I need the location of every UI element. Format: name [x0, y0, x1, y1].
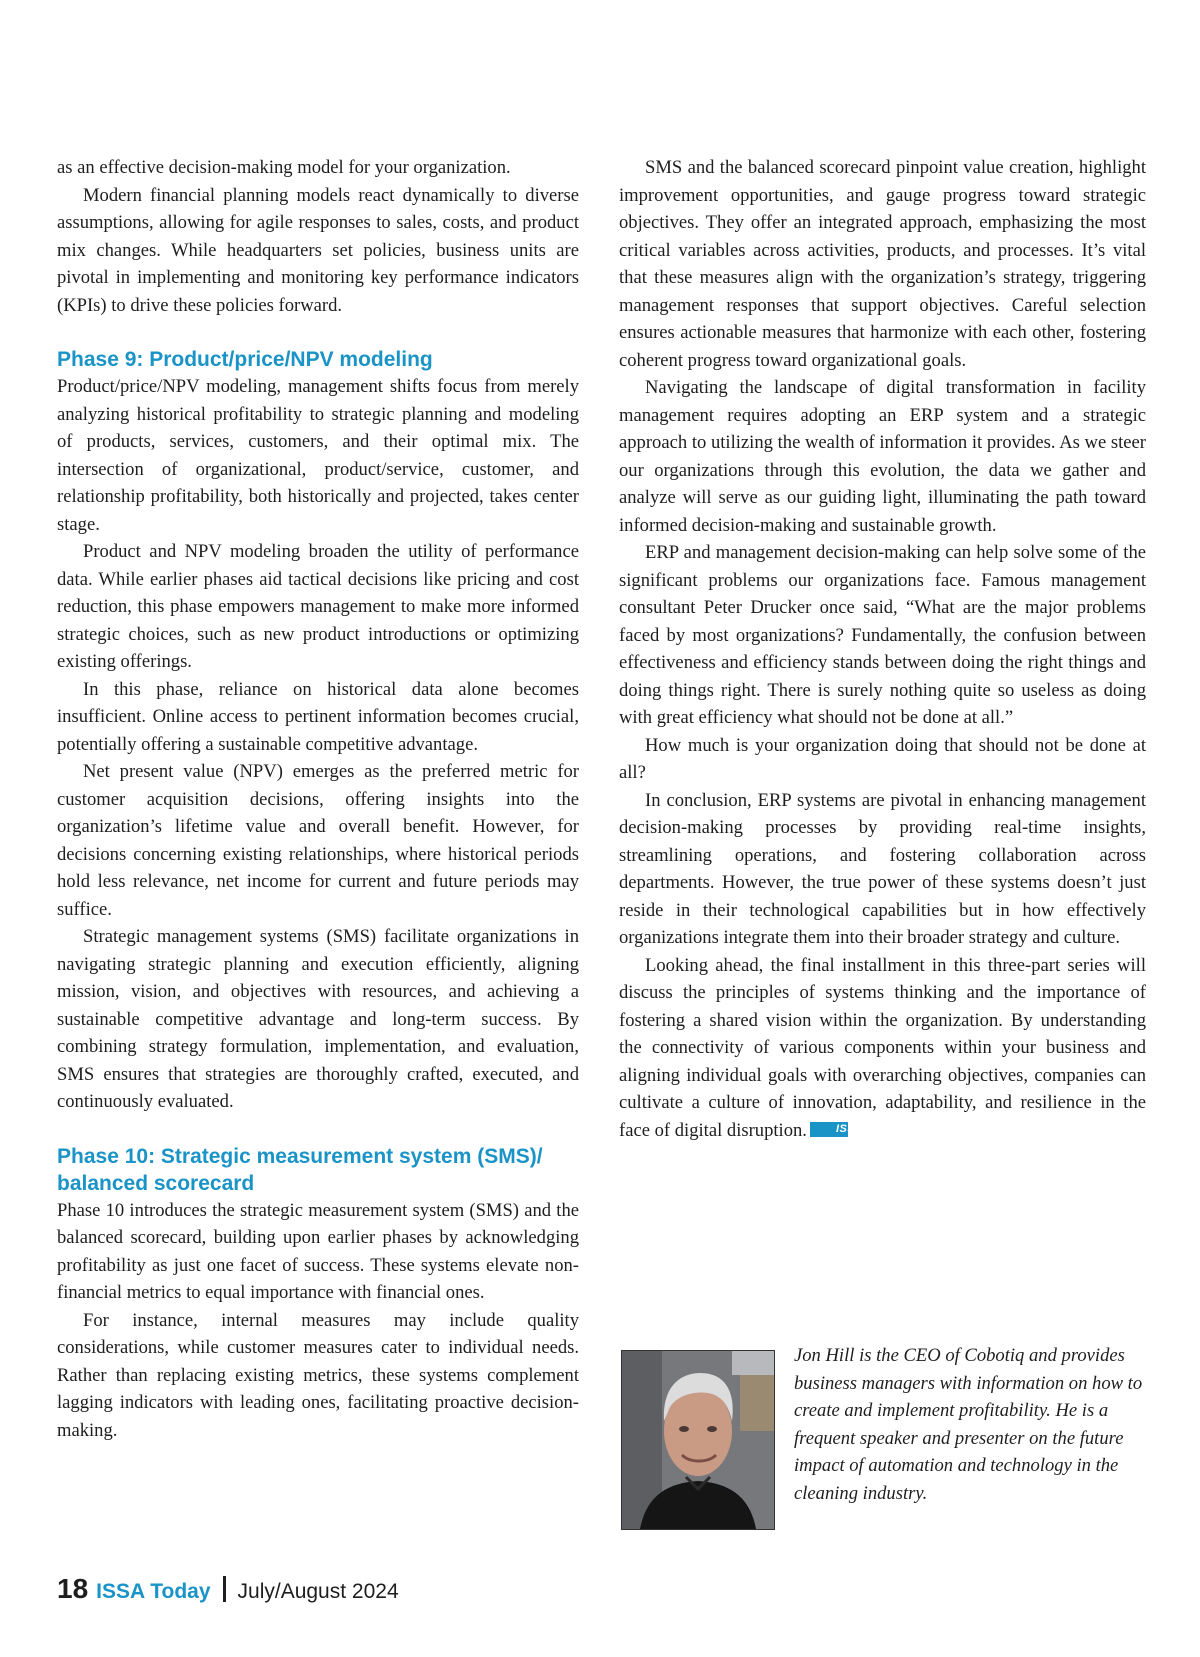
page-number: 18	[57, 1573, 89, 1604]
body-paragraph: Navigating the landscape of digital transformation in facility management requires adopting an ERP system and a strategic approach to utilizing the wealth of information it provides. As we steer our organizations through this evolution, the data we gather and analyze will serve as our guiding light, illuminating the path toward informed decision-making and sustainable growth.	[619, 377, 1146, 536]
body-paragraph: Product/price/NPV modeling, management shifts focus from merely analyzing historical profitability to strategic planning and modeling of products, services, customers, and their optimal mix. The intersection of organizational, product/service, customer, and relationship profitability, both historically and projected, takes center stage.	[57, 376, 579, 535]
body-paragraph: For instance, internal measures may include quality considerations, while customer measures cater to individual needs. Rather than replacing existing metrics, these systems complement lagging indicators with leading ones, facilitating proactive decision-making.	[57, 1309, 579, 1441]
issue-date: July/August 2024	[237, 1580, 399, 1603]
body-paragraph: Modern financial planning models react dynamically to diverse assumptions, allowing for agile responses to sales, costs, and product mix changes. While headquarters set policies, business units are pivotal in implementing and monitoring key performance indicators (KPIs) to drive these policies forward.	[57, 184, 579, 316]
author-portrait-illustration	[622, 1351, 774, 1529]
issa-end-logo: ISSA	[810, 1122, 848, 1137]
body-paragraph: Net present value (NPV) emerges as the preferred metric for customer acquisition decisions, offering insights into the organization’s lifetime value and overall benefit. However, for decisions concerning existing relationships, where historical periods hold less relevance, net income for current and future periods may suffice.	[57, 761, 579, 920]
closing-paragraph-text: Looking ahead, the final installment in this three-part series will discuss the principles of systems thinking and the importance of fostering a shared vision within the organization. By understanding the connectivity of various components within your business and aligning individual goals with overarching objectives, companies can cultivate a culture of innovation, adaptability, and resilience in the face of digital disruption.	[619, 954, 1146, 1141]
body-paragraph: ERP and management decision-making can help solve some of the significant problems our organizations face. Famous management consultant Peter Drucker once said, “What are the major problems faced by most organizations? Fundamentally, the confusion between effectiveness and efficiency stands between doing the right things and doing things right. There is surely nothing quite so useless as doing with great efficiency what should not be done at all.”	[619, 542, 1146, 728]
publication-name: ISSA Today	[96, 1580, 211, 1603]
left-column	[57, 154, 579, 1444]
right-column	[619, 154, 1146, 1144]
body-paragraph: as an effective decision-making model for your organization.	[57, 157, 511, 178]
page-footer	[57, 1573, 399, 1613]
body-paragraph: In this phase, reliance on historical data alone becomes insufficient. Online access to pertinent information becomes crucial, potentially offering a sustainable competitive advantage.	[57, 678, 579, 755]
section-heading-phase-10: Phase 10: Strategic measurement system (SMS)/ balanced scorecard	[57, 1144, 543, 1195]
body-paragraph: Strategic management systems (SMS) facilitate organizations in navigating strategic planning and execution efficiently, aligning mission, vision, and objectives with resources, and achieving a sustainable competitive advantage and long-term success. By combining strategy formulation, implementation, and evaluation, SMS ensures that strategies are thoroughly crafted, executed, and continuously evaluated.	[57, 926, 579, 1112]
author-bio: Jon Hill is the CEO of Cobotiq and provides business managers with information on how to create and implement profitability. He is a frequent speaker and presenter on the future impact of automation and technology in the cleaning industry.	[794, 1345, 1143, 1504]
body-paragraph: Product and NPV modeling broaden the utility of performance data. While earlier phases aid tactical decisions like pricing and cost reduction, this phase empowers management to make more informed strategic choices, such as new product introductions or optimizing existing offerings.	[57, 541, 579, 672]
body-paragraph: SMS and the balanced scorecard pinpoint value creation, highlight improvement opportunities, and gauge progress toward strategic objectives. They offer an integrated approach, emphasizing the most critical variables across activities, products, and processes. It’s vital that these measures align with the organization’s strategy, triggering management responses that support objectives. Careful selection ensures actionable measures that harmonize with each other, fostering coherent progress toward organizational goals.	[619, 157, 1146, 371]
body-paragraph: Phase 10 introduces the strategic measurement system (SMS) and the balanced scorecard, building upon earlier phases by acknowledging profitability as just one facet of success. These systems elevate non-financial metrics to equal importance with financial ones.	[57, 1199, 579, 1303]
body-paragraph: In conclusion, ERP systems are pivotal in enhancing management decision-making processes by providing real-time insights, streamlining operations, and fostering collaboration across departments. However, the true power of these systems doesn’t just reside in their technological capabilities but in how effectively organizations integrate them into their broader strategy and culture.	[619, 789, 1146, 948]
author-photo	[621, 1350, 775, 1530]
body-paragraph: How much is your organization doing that should not be done at all?	[619, 734, 1146, 783]
footer-divider	[223, 1576, 226, 1602]
body-paragraph	[619, 952, 1146, 1145]
section-heading-phase-9: Phase 9: Product/price/NPV modeling	[57, 348, 433, 371]
